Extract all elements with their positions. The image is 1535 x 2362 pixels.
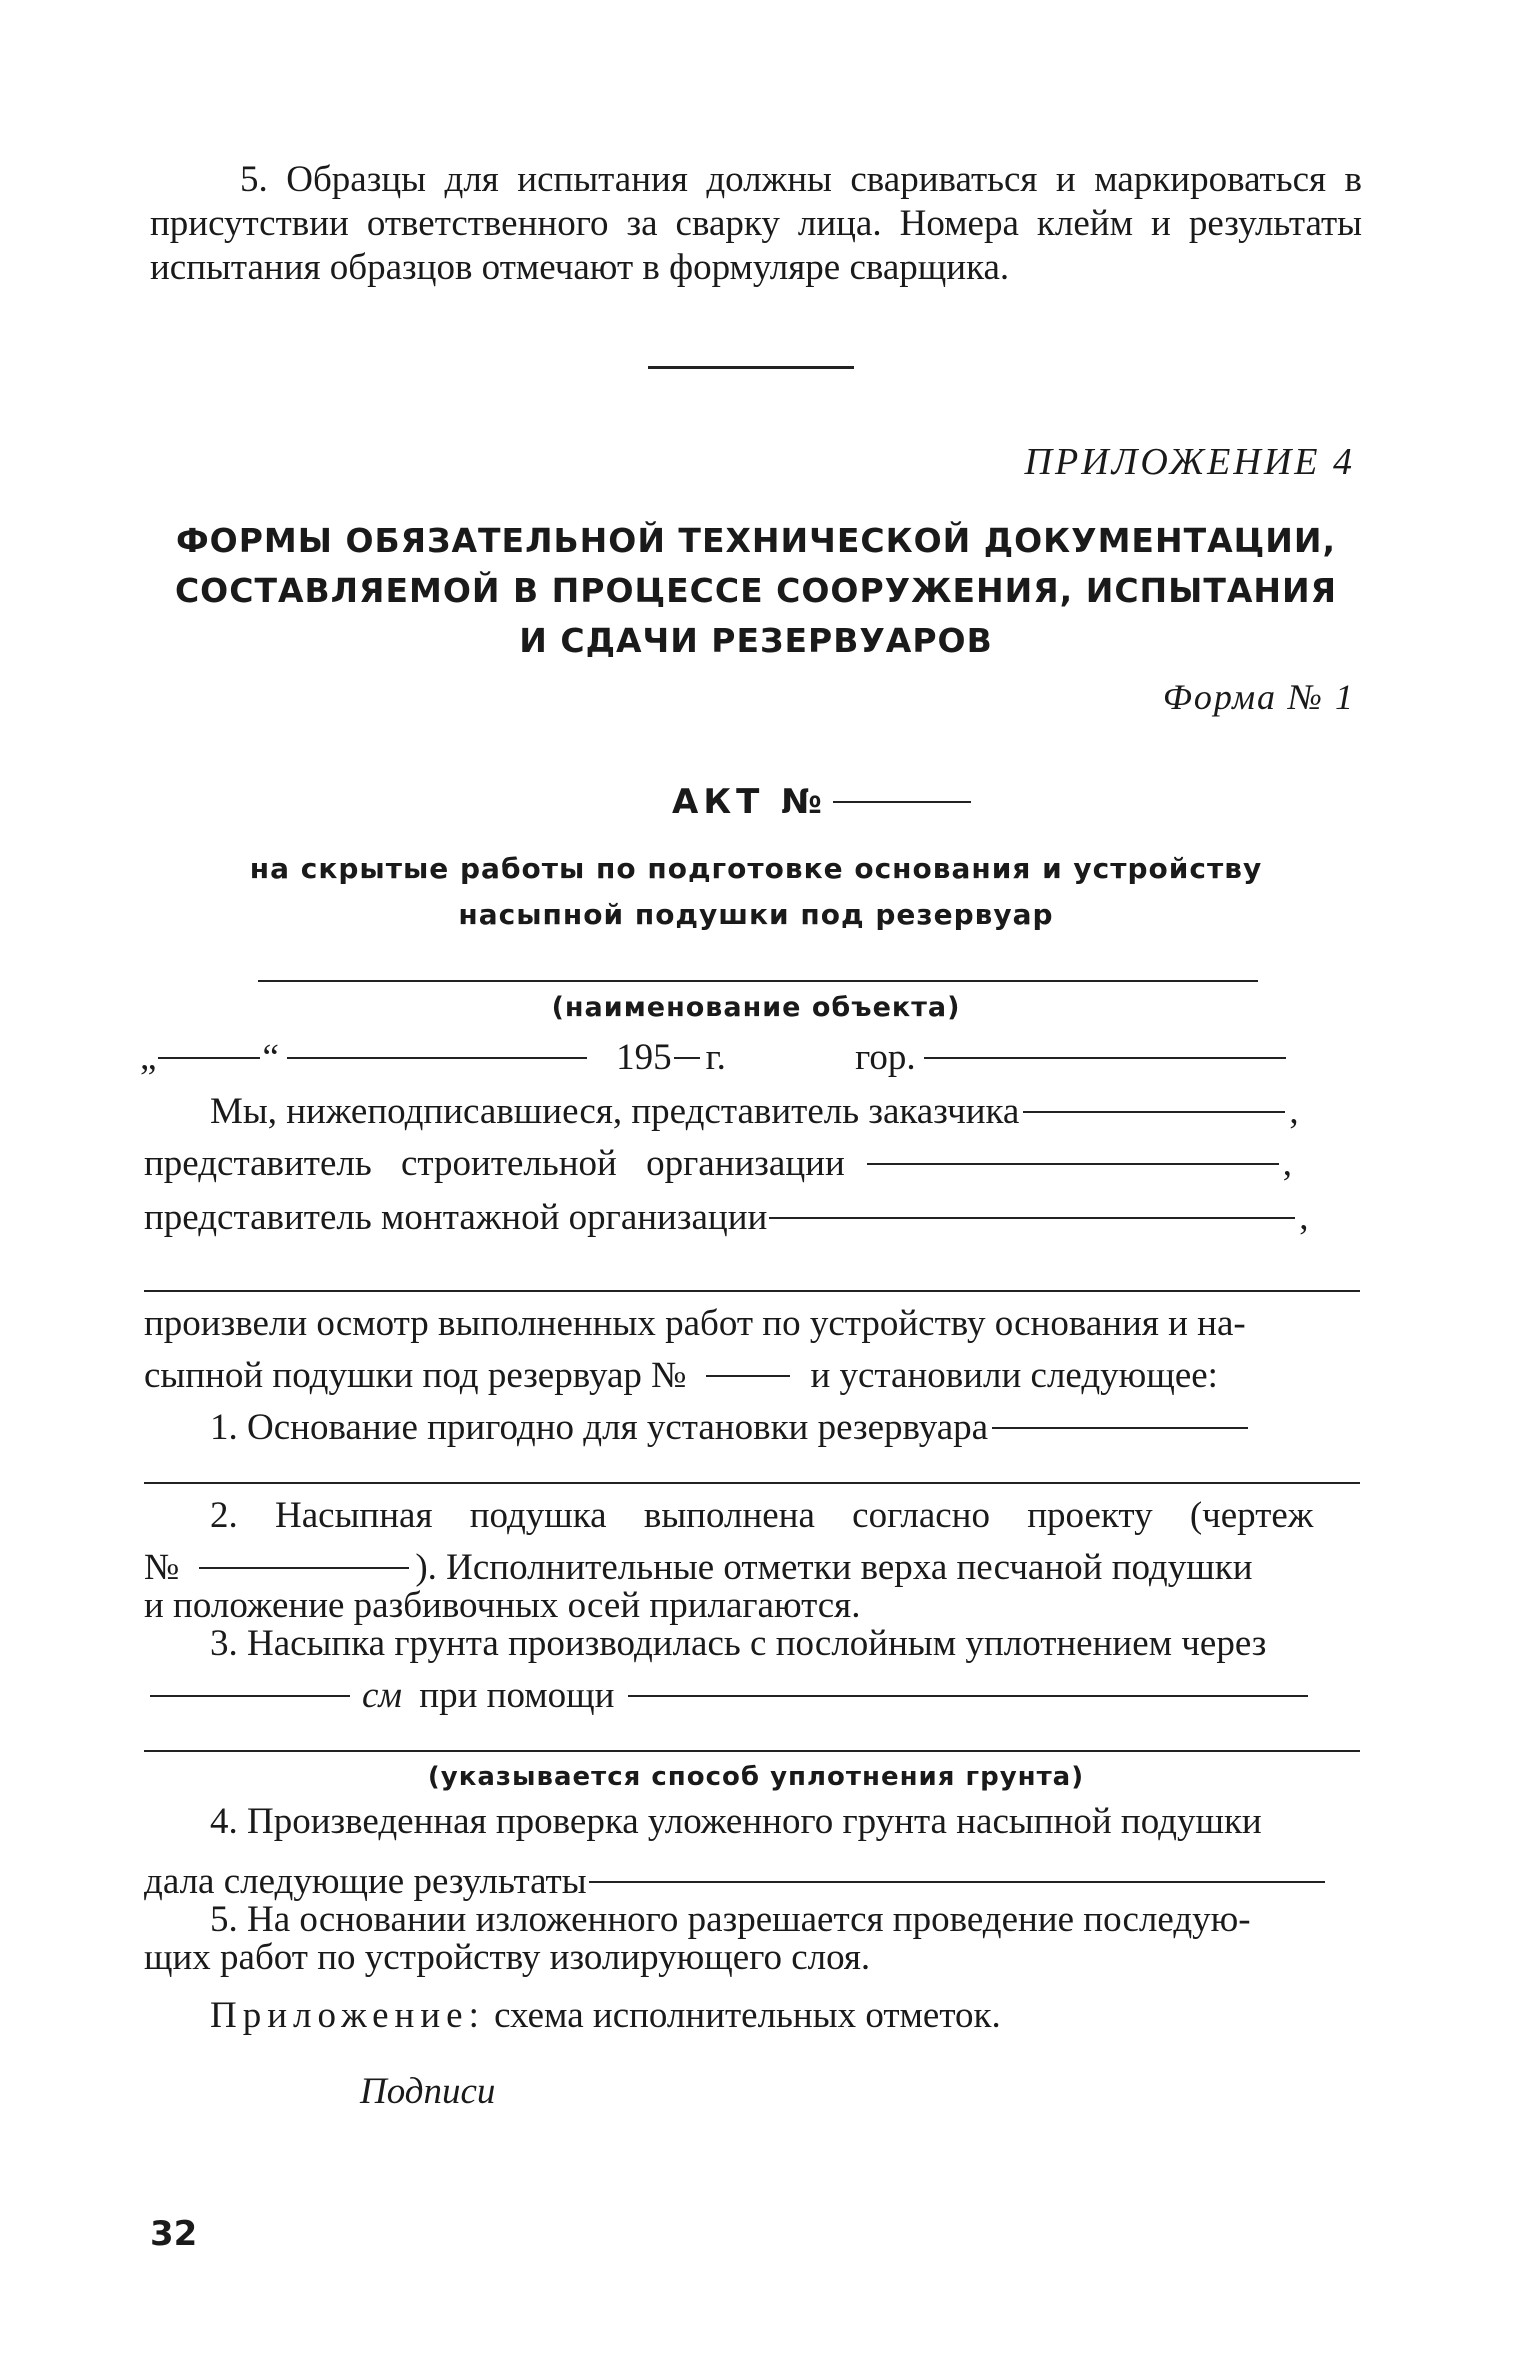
day-blank bbox=[158, 1057, 260, 1059]
date-open-quote: „ bbox=[140, 1037, 157, 1078]
date-close-quote: “ bbox=[262, 1037, 279, 1078]
attachment-label: Приложение: bbox=[210, 1995, 485, 2036]
act-number-blank bbox=[833, 801, 971, 803]
act-title: АКТ № bbox=[672, 782, 828, 822]
inspection-line-2 bbox=[144, 1354, 1218, 1398]
unit-cm: см bbox=[362, 1675, 403, 1716]
page-number: 32 bbox=[150, 2214, 198, 2254]
appendix-label: ПРИЛОЖЕНИЕ 4 bbox=[1024, 441, 1355, 483]
compaction-caption: (указывается способ уплотнения грунта) bbox=[427, 1762, 1085, 1792]
item-1-row bbox=[210, 1406, 1248, 1450]
comma-2: , bbox=[1282, 1143, 1292, 1184]
compaction-method-blank bbox=[628, 1695, 1308, 1697]
city-blank bbox=[924, 1057, 1286, 1059]
item-2-line-1: 2. Насыпная подушка выполнена согласно проекту (чертеж bbox=[210, 1495, 1314, 1536]
inspection-line-1: произвели осмотр выполненных работ по устройству основания и на- bbox=[144, 1303, 1246, 1344]
layer-thickness-blank bbox=[150, 1695, 350, 1697]
tank-number-text: сыпной подушки под резервуар № bbox=[144, 1355, 687, 1396]
form-number-label: Форма № 1 bbox=[1162, 677, 1355, 717]
assembly-rep-row bbox=[144, 1196, 1309, 1240]
drawing-number-blank bbox=[199, 1567, 409, 1569]
customer-rep-row bbox=[210, 1090, 1299, 1134]
drawing-number-label: № bbox=[144, 1547, 180, 1588]
comma-3: , bbox=[1299, 1197, 1309, 1238]
item-5-line-1: 5. На основании изложенного разрешается проведение последую- bbox=[210, 1899, 1251, 1940]
tank-number-blank bbox=[706, 1375, 790, 1377]
construction-rep-blank bbox=[867, 1163, 1279, 1165]
month-blank bbox=[287, 1057, 587, 1059]
item-3-line-2 bbox=[150, 1674, 1308, 1718]
item-2-line-3: и положение разбивочных осей прилагаются. bbox=[144, 1585, 861, 1626]
heading-line-3: И СДАЧИ РЕЗЕРВУАРОВ bbox=[519, 621, 993, 660]
year-blank bbox=[674, 1057, 700, 1059]
assembly-rep-text: представитель монтажной организации bbox=[144, 1197, 768, 1238]
signatures-label: Подписи bbox=[360, 2071, 496, 2112]
item-4-line-2-text: дала следующие результаты bbox=[144, 1861, 587, 1902]
item-5-line-2: щих работ по устройству изолирующего слоя. bbox=[144, 1937, 871, 1978]
document-heading bbox=[150, 516, 1362, 666]
item-1-continuation-line bbox=[144, 1482, 1360, 1484]
customer-rep-blank bbox=[1023, 1111, 1285, 1113]
city-label: гор. bbox=[855, 1037, 916, 1078]
heading-line-1: ФОРМЫ ОБЯЗАТЕЛЬНОЙ ТЕХНИЧЕСКОЙ ДОКУМЕНТАЦИИ, bbox=[175, 521, 1337, 560]
act-title-row bbox=[672, 782, 979, 822]
top-paragraph: 5. Образцы для испытания должны свариваться и маркироваться в присутствии ответственного за сварку лица. Номера клейм и результаты испытания образцов отмечают в формуляре сварщика. bbox=[150, 159, 1362, 288]
item-3-line-1: 3. Насыпка грунта производилась с послойным уплотнением через bbox=[210, 1623, 1267, 1664]
heading-line-2: СОСТАВЛЯЕМОЙ В ПРОЦЕССЕ СООРУЖЕНИЯ, ИСПЫТАНИЯ bbox=[174, 571, 1338, 610]
construction-rep-text: представитель строительной организации bbox=[144, 1143, 845, 1184]
year-prefix: 195 bbox=[616, 1037, 672, 1078]
date-city-row bbox=[140, 1036, 1362, 1080]
attachment-text: схема исполнительных отметок. bbox=[494, 1995, 1001, 2036]
item-3-continuation-line bbox=[144, 1750, 1360, 1752]
item-1-blank bbox=[992, 1427, 1248, 1429]
established-text: и установили следующее: bbox=[810, 1355, 1218, 1396]
results-blank bbox=[589, 1881, 1325, 1883]
section-divider bbox=[648, 366, 854, 369]
assembly-rep-continuation-line bbox=[144, 1290, 1360, 1292]
item-1-text: 1. Основание пригодно для установки резервуара bbox=[210, 1407, 989, 1448]
with-help-text: при помощи bbox=[419, 1675, 615, 1716]
object-name-caption: (наименование объекта) bbox=[551, 992, 961, 1023]
assembly-rep-blank bbox=[769, 1217, 1295, 1219]
attachment-row bbox=[210, 1994, 1001, 2038]
act-subtitle bbox=[150, 846, 1362, 938]
customer-rep-text: Мы, нижеподписавшиеся, представитель заказчика bbox=[210, 1091, 1020, 1132]
year-suffix: г. bbox=[705, 1037, 726, 1078]
construction-rep-row bbox=[144, 1142, 1292, 1186]
item-2-line-2-text: ). Исполнительные отметки верха песчаной подушки bbox=[415, 1547, 1253, 1588]
item-4-line-1: 4. Произведенная проверка уложенного грунта насыпной подушки bbox=[210, 1801, 1262, 1842]
object-name-line bbox=[258, 980, 1258, 982]
comma-1: , bbox=[1289, 1091, 1299, 1132]
act-subtitle-line-1: на скрытые работы по подготовке основания и устройству bbox=[249, 852, 1263, 885]
act-subtitle-line-2: насыпной подушки под резервуар bbox=[458, 898, 1054, 931]
